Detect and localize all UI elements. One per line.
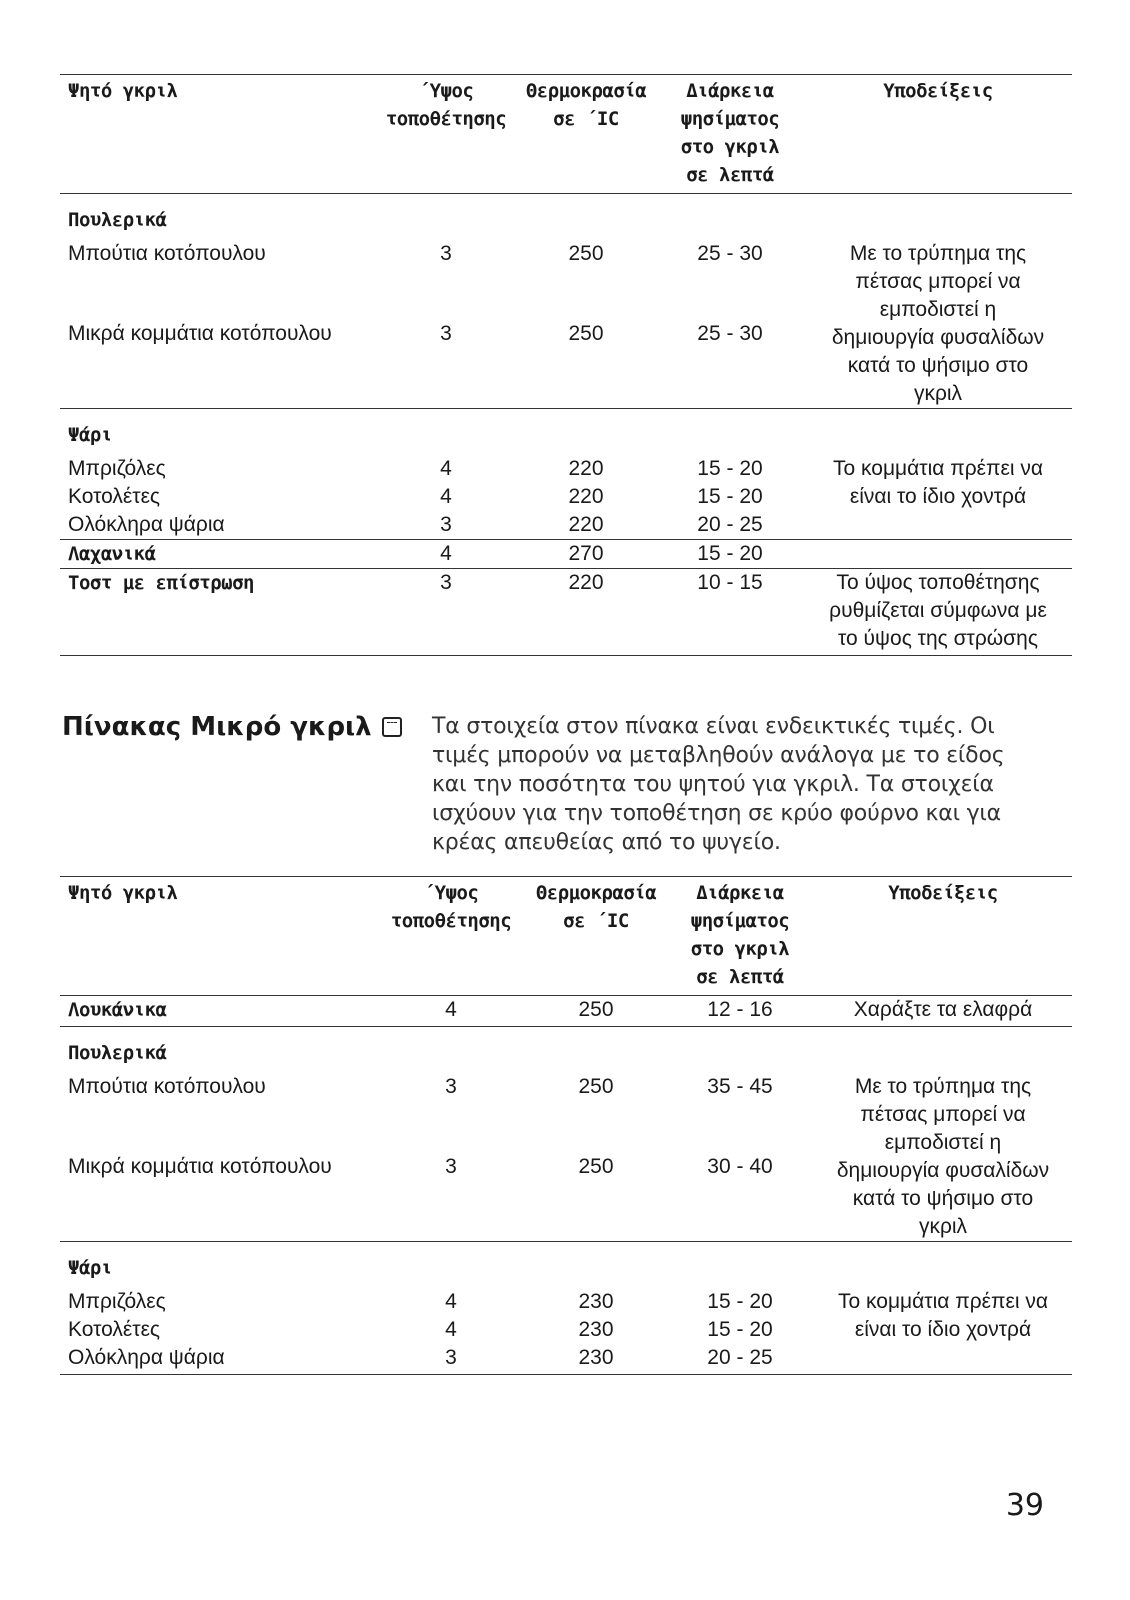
- cell-temp: 230: [578, 1290, 614, 1313]
- cell-temp: 250: [578, 1075, 614, 1098]
- cell-duration: 25 - 30: [697, 322, 763, 345]
- cell-height: 3: [440, 242, 452, 265]
- cell-note: Το κομμάτια πρέπει να είναι το ίδιο χοντρά: [837, 1290, 1049, 1341]
- grill-table: [60, 74, 1072, 656]
- cell-temp: 220: [568, 485, 604, 508]
- group-label: Πουλερικά: [68, 1042, 167, 1064]
- cell-temp: 250: [568, 322, 604, 345]
- group-row-poultry: [60, 194, 1072, 241]
- header-temp: Θερμοκρασία σε ΄ΙC: [535, 882, 657, 932]
- cell-height: 4: [440, 485, 452, 508]
- cell-duration: 15 - 20: [697, 457, 763, 480]
- table-row-sausages: [60, 996, 1072, 1027]
- group-label: Ψάρι: [68, 424, 112, 446]
- header-temp: Θερμοκρασία σε ΄ΙC: [525, 80, 647, 130]
- cell-dish: Κοτολέτες: [68, 1318, 161, 1341]
- cell-duration: 30 - 40: [707, 1155, 773, 1178]
- group-label: Ψάρι: [68, 1257, 112, 1279]
- cell-duration: 15 - 20: [707, 1318, 773, 1341]
- cell-dish: Κοτολέτες: [68, 485, 161, 508]
- cell-duration: 20 - 25: [697, 513, 763, 536]
- cell-duration: 35 - 45: [707, 1075, 773, 1098]
- header-height: ΄Υψος τοποθέτησης: [390, 882, 512, 932]
- cell-dish: Λουκάνικα: [68, 999, 167, 1021]
- cell-duration: 10 - 15: [697, 571, 763, 594]
- cell-temp: 250: [578, 998, 614, 1021]
- table-header-row: [60, 877, 1072, 996]
- cell-dish: Μπούτια κοτόπουλου: [68, 242, 266, 265]
- cell-duration: 20 - 25: [707, 1346, 773, 1369]
- section-title: [62, 712, 402, 742]
- header-notes: Υποδείξεις: [883, 80, 993, 102]
- cell-dish: Μικρά κομμάτια κοτόπουλου: [68, 1155, 332, 1178]
- cell-dish: Ολόκληρα ψάρια: [68, 1346, 225, 1369]
- cell-duration: 15 - 20: [697, 542, 763, 565]
- group-label: Πουλερικά: [68, 209, 167, 231]
- cell-height: 3: [445, 1346, 457, 1369]
- table-row: [60, 1288, 1072, 1316]
- cell-dish: Τοστ με επίστρωση: [68, 572, 254, 594]
- cell-note: Το ύψος τοποθέτησης ρυθμίζεται σύμφωνα με το ύψος της στρώσης: [829, 571, 1047, 650]
- group-row-poultry: [60, 1027, 1072, 1074]
- cell-temp: 220: [568, 457, 604, 480]
- cell-dish: Μπούτια κοτόπουλου: [68, 1075, 266, 1098]
- header-duration: Διάρκεια ψησίματος στο γκριλ σε λεπτά: [680, 80, 780, 186]
- cell-height: 4: [445, 998, 457, 1021]
- cell-dish: Μπριζόλες: [68, 1290, 166, 1313]
- cell-duration: 15 - 20: [707, 1290, 773, 1313]
- table-row-toast: [60, 569, 1072, 656]
- small-grill-table: [60, 876, 1072, 1375]
- cell-temp: 250: [568, 242, 604, 265]
- cell-height: 3: [445, 1075, 457, 1098]
- cell-duration: 15 - 20: [697, 485, 763, 508]
- cell-height: 3: [440, 571, 452, 594]
- cell-note: Με το τρύπημα της πέτσας μπορεί να εμποδιστεί η δημιουργία φυσαλίδων κατά το ψήσιμο στο γκριλ: [831, 242, 1045, 405]
- cell-dish: Μικρά κομμάτια κοτόπουλου: [68, 322, 332, 345]
- small-grill-icon: [382, 717, 402, 737]
- group-row-fish: [60, 409, 1072, 456]
- cell-duration: 12 - 16: [707, 998, 773, 1021]
- cell-dish: Λαχανικά: [68, 543, 156, 565]
- table-row-vegetables: [60, 540, 1072, 569]
- cell-temp: 230: [578, 1346, 614, 1369]
- table-row: [60, 455, 1072, 483]
- cell-height: 4: [440, 542, 452, 565]
- cell-temp: 220: [568, 571, 604, 594]
- table-row: [60, 240, 1072, 320]
- cell-height: 4: [445, 1318, 457, 1341]
- cell-dish: Μπριζόλες: [68, 457, 166, 480]
- header-dish: Ψητό γκριλ: [68, 80, 178, 102]
- cell-temp: 250: [578, 1155, 614, 1178]
- cell-height: 4: [440, 457, 452, 480]
- cell-height: 3: [440, 322, 452, 345]
- group-row-fish: [60, 1242, 1072, 1289]
- header-notes: Υποδείξεις: [888, 882, 998, 904]
- cell-note: Με το τρύπημα της πέτσας μπορεί να εμποδιστεί η δημιουργία φυσαλίδων κατά το ψήσιμο στο γκριλ: [836, 1075, 1050, 1238]
- cell-temp: 270: [568, 542, 604, 565]
- table-row: [60, 1073, 1072, 1153]
- cell-height: 3: [445, 1155, 457, 1178]
- table-header-row: [60, 75, 1072, 194]
- header-dish: Ψητό γκριλ: [68, 882, 178, 904]
- cell-dish: Ολόκληρα ψάρια: [68, 513, 225, 536]
- cell-duration: 25 - 30: [697, 242, 763, 265]
- cell-note: Χαράξτε τα ελαφρά: [853, 998, 1033, 1021]
- section-title-text: Πίνακας Μικρό γκριλ: [62, 712, 372, 742]
- section-intro: Τα στοιχεία στον πίνακα είναι ενδεικτικές τιμές. Οι τιμές μπορούν να μεταβληθούν ανάλογα με το είδος και την ποσότητα του ψητού για γκριλ. Τα στοιχεία ισχύουν για την τοποθέτηση σε κρύο φούρνο και για κρέας απευθείας από το ψυγείο.: [432, 714, 1005, 855]
- cell-height: 3: [440, 513, 452, 536]
- header-height: ΄Υψος τοποθέτησης: [385, 80, 507, 130]
- cell-temp: 230: [578, 1318, 614, 1341]
- cell-note-empty: [804, 540, 1072, 569]
- cell-note: Το κομμάτια πρέπει να είναι το ίδιο χοντρά: [832, 457, 1044, 508]
- page-number: 39: [1005, 1488, 1044, 1523]
- cell-temp: 220: [568, 513, 604, 536]
- header-duration: Διάρκεια ψησίματος στο γκριλ σε λεπτά: [690, 882, 790, 988]
- cell-height: 4: [445, 1290, 457, 1313]
